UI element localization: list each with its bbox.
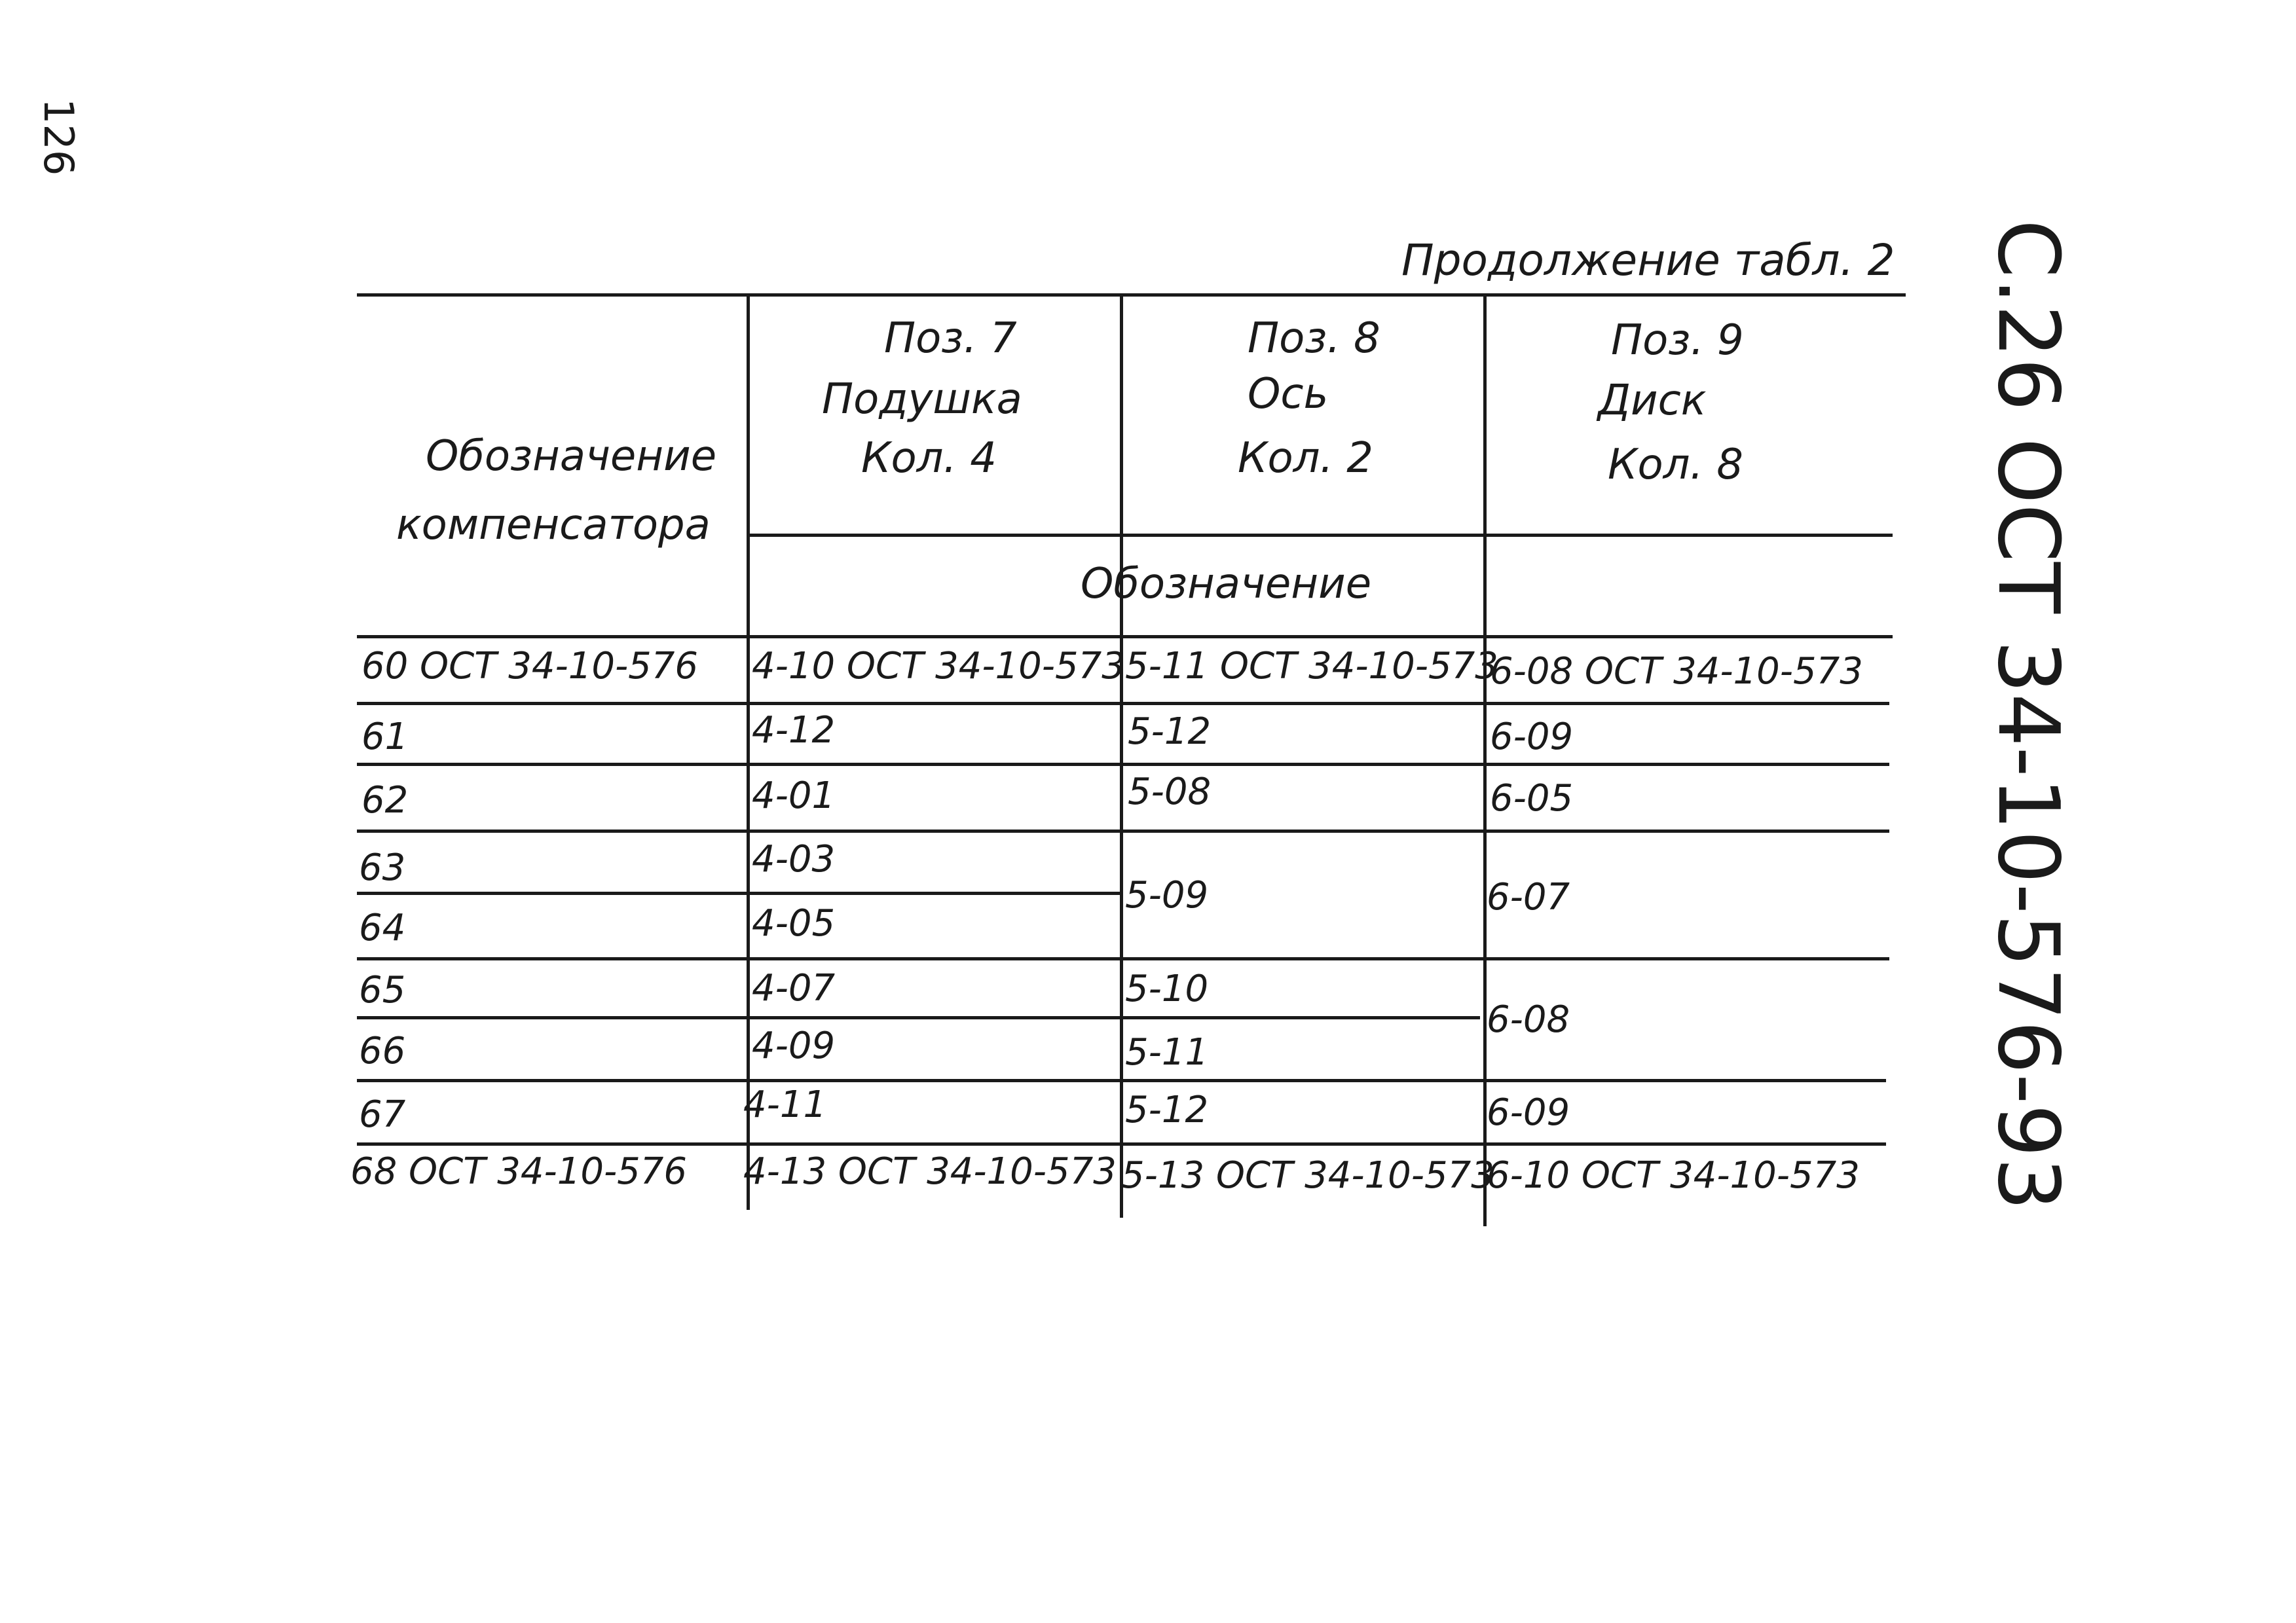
cell-compensator: 64 (359, 907, 406, 949)
cell-compensator: 63 (359, 847, 406, 889)
pos9-name: Диск (1598, 376, 1707, 425)
cell-pos9-merged: 6-08 (1487, 998, 1570, 1041)
column-rule (1483, 293, 1487, 1226)
pos9-label: Поз. 9 (1611, 316, 1744, 365)
designation-subheader: Обозначение (1081, 560, 1372, 608)
pos8-qty: Кол. 2 (1238, 434, 1373, 483)
cell-pos7: 4-03 (752, 838, 836, 881)
pos8-name: Ось (1248, 370, 1329, 418)
cell-pos9: 6-09 (1490, 716, 1574, 758)
row-rule (357, 892, 1120, 895)
table-continuation-label: Продолжение табл. 2 (1401, 235, 1895, 285)
cell-pos8: 5-11 ОСТ 34-10-573 (1125, 645, 1498, 687)
cell-pos7: 4-07 (752, 967, 836, 1010)
cell-pos9: 6-08 ОСТ 34-10-573 (1490, 650, 1863, 693)
cell-compensator: 60 ОСТ 34-10-576 (361, 645, 699, 687)
pos7-qty: Кол. 4 (861, 434, 997, 483)
cell-compensator: 66 (359, 1030, 406, 1072)
cell-pos7: 4-05 (752, 902, 836, 945)
cell-pos9: 6-10 ОСТ 34-10-573 (1487, 1154, 1860, 1197)
cell-compensator: 68 ОСТ 34-10-576 (350, 1150, 688, 1193)
pos7-label: Поз. 7 (884, 314, 1017, 363)
cell-pos8: 5-08 (1128, 771, 1212, 813)
pos9-qty: Кол. 8 (1608, 441, 1743, 489)
row-rule (357, 1016, 1480, 1019)
row-rule (357, 830, 1889, 833)
cell-pos7: 4-13 ОСТ 34-10-573 (743, 1150, 1117, 1193)
table-top-rule (357, 293, 1906, 297)
row-rule (357, 763, 1889, 766)
cell-pos7: 4-01 (752, 775, 836, 817)
cell-compensator: 61 (361, 716, 409, 758)
cell-compensator: 65 (359, 969, 406, 1012)
cell-pos8: 5-12 (1128, 710, 1212, 753)
column-header-compensator-line1: Обозначение (426, 432, 717, 481)
cell-pos8: 5-10 (1125, 968, 1209, 1010)
cell-pos8: 5-11 (1125, 1031, 1209, 1074)
header-bottom-rule (357, 635, 1893, 638)
cell-pos7: 4-11 (743, 1084, 827, 1126)
cell-pos8: 5-12 (1125, 1089, 1209, 1131)
cell-pos7: 4-12 (752, 709, 836, 752)
pos8-label: Поз. 8 (1248, 314, 1380, 363)
cell-pos9-merged: 6-07 (1487, 876, 1570, 919)
cell-pos8: 5-13 ОСТ 34-10-573 (1121, 1154, 1494, 1197)
positions-bottom-rule (747, 534, 1893, 537)
column-rule (747, 293, 750, 1210)
row-rule (357, 702, 1889, 705)
page-number: 126 (35, 98, 83, 176)
row-rule (357, 957, 1889, 960)
column-header-compensator-line2: компенсатора (396, 501, 711, 549)
pos7-name: Подушка (822, 375, 1022, 424)
cell-compensator: 62 (361, 779, 409, 822)
column-rule (1120, 293, 1123, 1218)
cell-pos9: 6-09 (1487, 1091, 1570, 1134)
cell-pos7: 4-09 (752, 1025, 836, 1067)
cell-pos9: 6-05 (1490, 777, 1574, 820)
document-code: С.26 ОСТ 34-10-576-93 (1979, 219, 2077, 1211)
cell-pos7: 4-10 ОСТ 34-10-573 (752, 645, 1125, 687)
cell-pos8-merged: 5-09 (1125, 874, 1209, 917)
cell-compensator: 67 (359, 1093, 406, 1136)
